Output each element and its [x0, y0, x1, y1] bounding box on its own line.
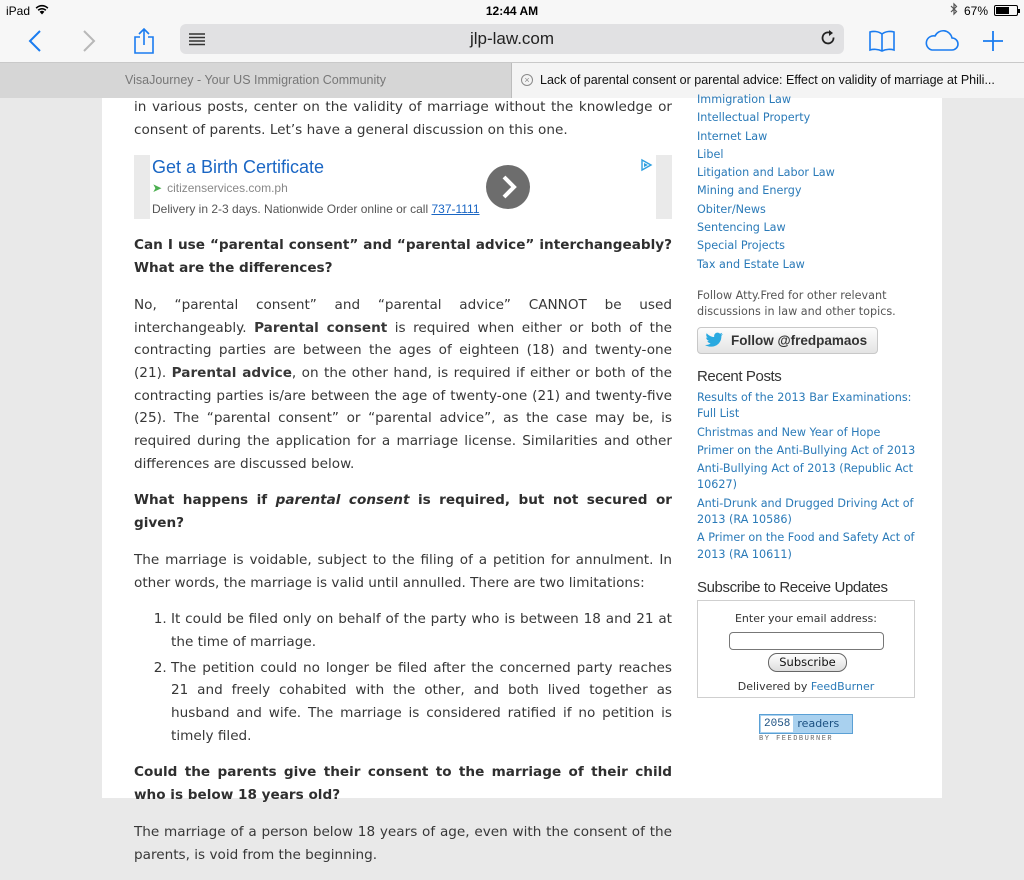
email-label: Enter your email address: — [734, 611, 877, 625]
plus-icon — [982, 30, 1004, 52]
reader-count: 2058 — [761, 716, 793, 732]
new-tab-button[interactable] — [976, 24, 1010, 58]
recent-posts-list — [697, 390, 919, 563]
recent-posts-heading: Recent Posts — [697, 367, 782, 385]
category-list — [697, 91, 919, 274]
text-span: , on the other hand, is required if either or both of the contracting parties is/are between the age of twenty-one (21) and twenty-five (25). The “parental consent” or “parental advice”, as the case may be, is required during the application for a marriage license. Similarities and other differences are discussed below. — [134, 364, 672, 472]
article-body — [134, 96, 672, 880]
reload-icon[interactable] — [818, 28, 838, 52]
share-icon — [133, 27, 155, 55]
delivered-by — [698, 680, 914, 693]
list-item: 2. The petition could no longer be filed after the concerned party reaches 21 and freely cohabited with the other, and both lived together as husband and wife. The marriage is considered ratified if no petition is timely filed. — [171, 657, 672, 748]
text-span: No, “parental consent” and “parental advice” CANNOT be used interchangeably. — [134, 296, 672, 336]
ad-banner[interactable] — [134, 155, 672, 219]
twitter-follow-button[interactable] — [697, 327, 878, 354]
italic-term: parental consent — [275, 492, 410, 509]
recent-post-link[interactable]: Anti-Bullying Act of 2013 (Republic Act 10627) — [697, 462, 913, 492]
text-span: is required when either or both of the contracting parties are between the ages of eighteen (18) and twenty-one (21). — [134, 319, 672, 381]
twitter-bird-icon — [704, 332, 724, 348]
bluetooth-icon — [950, 3, 958, 18]
delivered-by-text: Delivered by — [737, 679, 808, 693]
clock: 12:44 AM — [485, 4, 539, 18]
cloud-icon — [924, 30, 960, 52]
adchoices-icon[interactable] — [640, 156, 652, 168]
text-span: is required, but not secured or given? — [134, 492, 673, 532]
feedburner-link[interactable]: FeedBurner — [810, 679, 875, 693]
limitations-list — [134, 608, 672, 747]
answer-paragraph: The marriage of a person below 18 years of age, even with the consent of the parents, is void from the beginning. — [134, 823, 672, 863]
text-span: What happens if — [134, 492, 268, 509]
chevron-right-icon — [486, 165, 530, 209]
chevron-right-icon — [82, 29, 96, 53]
email-field[interactable] — [729, 632, 884, 650]
recent-post-link[interactable]: Results of the 2013 Bar Examinations: Full List — [697, 390, 912, 421]
ad-arrow-icon: ➤ — [152, 181, 163, 196]
web-page[interactable] — [0, 93, 1024, 863]
ad-site — [152, 181, 288, 195]
sidebar — [697, 93, 919, 743]
url-text[interactable]: jlp-law.com — [469, 29, 555, 48]
question-heading: Can I use “parental consent” and “parental advice” interchangeably? What are the differences? — [134, 237, 672, 277]
back-button[interactable] — [18, 24, 52, 58]
tab-title: Lack of parental consent or parental advice: Effect on validity of marriage at Phili... — [540, 73, 995, 87]
follow-text: Follow Atty.Fred for other relevant discussions in law and other topics. — [697, 288, 896, 318]
close-tab-icon[interactable]: × — [521, 74, 533, 86]
answer-paragraph — [134, 294, 672, 476]
recent-post-link[interactable]: Christmas and New Year of Hope — [697, 425, 881, 439]
list-item: 1. It could be filed only on behalf of the party who is between 18 and 21 at the time of marriage. — [171, 608, 672, 653]
forward-button[interactable] — [72, 24, 106, 58]
ad-description — [152, 202, 480, 216]
question-heading: Could the parents give their consent to the marriage of their child who is below 18 years old? — [134, 764, 672, 804]
intro-paragraph: in various posts, center on the validity of marriage without the knowledge or consent of parents. Let’s have a general discussion on this one. — [134, 99, 672, 138]
recent-post-link[interactable]: Anti-Drunk and Drugged Driving Act of 2013 (RA 10586) — [697, 496, 914, 527]
battery-icon — [994, 5, 1018, 16]
category-link[interactable]: Tax and Estate Law — [697, 257, 805, 271]
book-icon — [868, 30, 896, 52]
ad-desc-text: Delivery in 2-3 days. Nationwide Order online or call — [152, 202, 429, 217]
ad-title[interactable]: Get a Birth Certificate — [152, 157, 325, 178]
subscribe-button[interactable]: Subscribe — [768, 653, 847, 672]
question-heading — [134, 489, 672, 534]
browser-toolbar — [0, 20, 1024, 62]
share-button[interactable] — [127, 24, 161, 58]
readers-label: readers — [797, 717, 840, 731]
page-content — [102, 93, 942, 863]
category-link[interactable]: Immigration Law — [697, 93, 791, 106]
category-link[interactable]: Special Projects — [697, 239, 785, 253]
twitter-button-label: Follow @fredpamaos — [731, 332, 868, 348]
device-name: iPad — [6, 4, 31, 18]
battery-percent: 67% — [963, 3, 988, 18]
icloud-tabs-button[interactable] — [922, 24, 962, 58]
category-link[interactable]: Sentencing Law — [697, 221, 786, 235]
category-link[interactable]: Internet Law — [697, 129, 768, 143]
feedburner-counter[interactable] — [759, 714, 855, 743]
address-bar[interactable] — [180, 24, 844, 54]
category-link[interactable]: Libel — [697, 147, 724, 161]
category-link[interactable]: Intellectual Property — [697, 111, 811, 125]
answer-paragraph: The marriage is voidable, subject to the filing of a petition for annulment. In other words, the marriage is valid until annulled. There are two limitations: — [134, 551, 672, 591]
recent-post-link[interactable]: Primer on the Anti-Bullying Act of 2013 — [697, 443, 916, 457]
reader-count-box — [759, 714, 853, 734]
subscribe-heading: Subscribe to Receive Updates — [697, 578, 888, 596]
ad-go-button[interactable] — [486, 165, 530, 209]
category-link[interactable]: Litigation and Labor Law — [697, 166, 835, 180]
category-link[interactable]: Mining and Energy — [697, 184, 802, 198]
ad-phone-link[interactable]: 737-1111 — [431, 202, 480, 217]
tab-visajourney[interactable]: VisaJourney - Your US Immigration Community — [0, 63, 512, 98]
chevron-left-icon — [28, 29, 42, 53]
ad-site-text: citizenservices.com.ph — [167, 181, 288, 196]
category-link[interactable]: Obiter/News — [697, 202, 766, 216]
status-bar — [0, 0, 1024, 20]
bold-term: Parental advice — [171, 364, 292, 381]
bold-term: Parental consent — [254, 319, 388, 336]
by-feedburner: BY FEEDBURNER — [759, 734, 834, 743]
recent-post-link[interactable]: A Primer on the Food and Safety Act of 2013 (RA 10611) — [697, 531, 915, 561]
subscribe-form — [697, 600, 915, 698]
bookmarks-button[interactable] — [865, 24, 899, 58]
